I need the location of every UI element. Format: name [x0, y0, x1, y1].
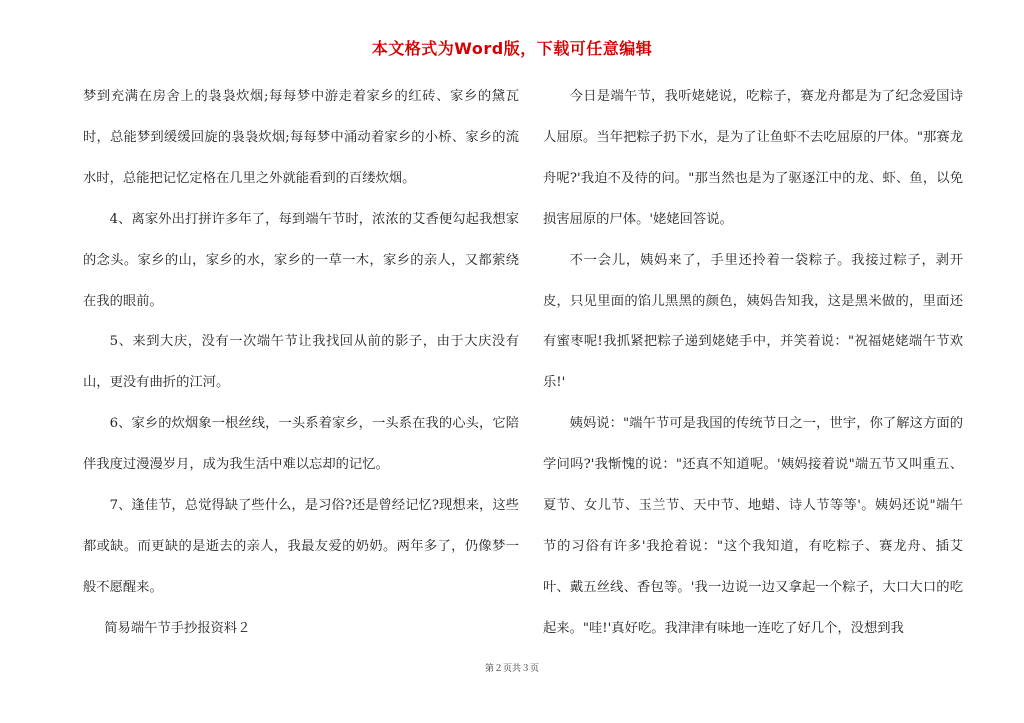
paragraph: 4、离家外出打拼许多年了，每到端午节时，浓浓的艾香便勾起我想家的念头。家乡的山，家乡的水，家乡的一草一木，家乡的亲人，又都萦绕在我的眼前。 [83, 211, 519, 309]
word-format-banner: 本文格式为Word版，下载可任意编辑 [371, 39, 653, 58]
paragraph: 5、来到大庆，没有一次端午节让我找回从前的影子，由于大庆没有山，更没有曲折的江河。 [83, 334, 519, 391]
page-number: 第２页共３页 [484, 664, 539, 674]
paragraph: 姨妈说："端午节可是我国的传统节日之一，世宇，你了解这方面的学问吗?'我惭愧的说："还真不知道呢。'姨妈接着说"端五节又叫重五、夏节、女儿节、玉兰节、天中节、地蜡、诗人节等等'。姨妈还说"端午节的习俗有许多'我抢着说："这个我知道，有吃粽子、赛龙舟、插艾叶、戴五丝线、香包等。'我一边说一边又拿起一个粽子，大口大口的吃起来。"哇!'真好吃。我津津有味地一连吃了好几个，没想到我 [543, 416, 963, 636]
paragraph: 7、逢佳节，总觉得缺了些什么，是习俗?还是曾经记忆?现想来，这些都或缺。而更缺的是逝去的亲人，我最友爱的奶奶。两年多了，仍像梦一般不愿醒来。 [83, 498, 519, 595]
paragraph: 不一会儿，姨妈来了，手里还拎着一袋粽子。我接过粽子，剥开皮，只见里面的馅儿黑黑的颜色，姨妈告知我，这是黑米做的，里面还有蜜枣呢!我抓紧把粽子递到姥姥手中，并笑着说："祝福姥姥端午节欢乐!' [543, 252, 963, 391]
right-column [543, 77, 963, 650]
left-column [83, 77, 519, 650]
section-heading: 简易端午节手抄报资料２ [104, 620, 251, 636]
paragraph: 今日是端午节，我听姥姥说，吃粽子，赛龙舟都是为了纪念爱国诗人屈原。当年把粽子扔下水，是为了让鱼虾不去吃屈原的尸体。"那赛龙舟呢?'我迫不及待的问。"那当然也是为了驱逐江中的龙、虾、鱼，以免损害屈原的尸体。'姥姥回答说。 [543, 89, 963, 227]
paragraph: 6、家乡的炊烟象一根丝线，一头系着家乡，一头系在我的心头，它陪伴我度过漫漫岁月，成为我生活中难以忘却的记忆。 [83, 416, 519, 473]
paragraph: 梦到充满在房舍上的袅袅炊烟;每每梦中游走着家乡的红砖、家乡的黛瓦时，总能梦到缓缓回旋的袅袅炊烟;每每梦中涌动着家乡的小桥、家乡的流水时，总能把记忆定格在几里之外就能看到的百缕炊烟。 [83, 89, 519, 186]
